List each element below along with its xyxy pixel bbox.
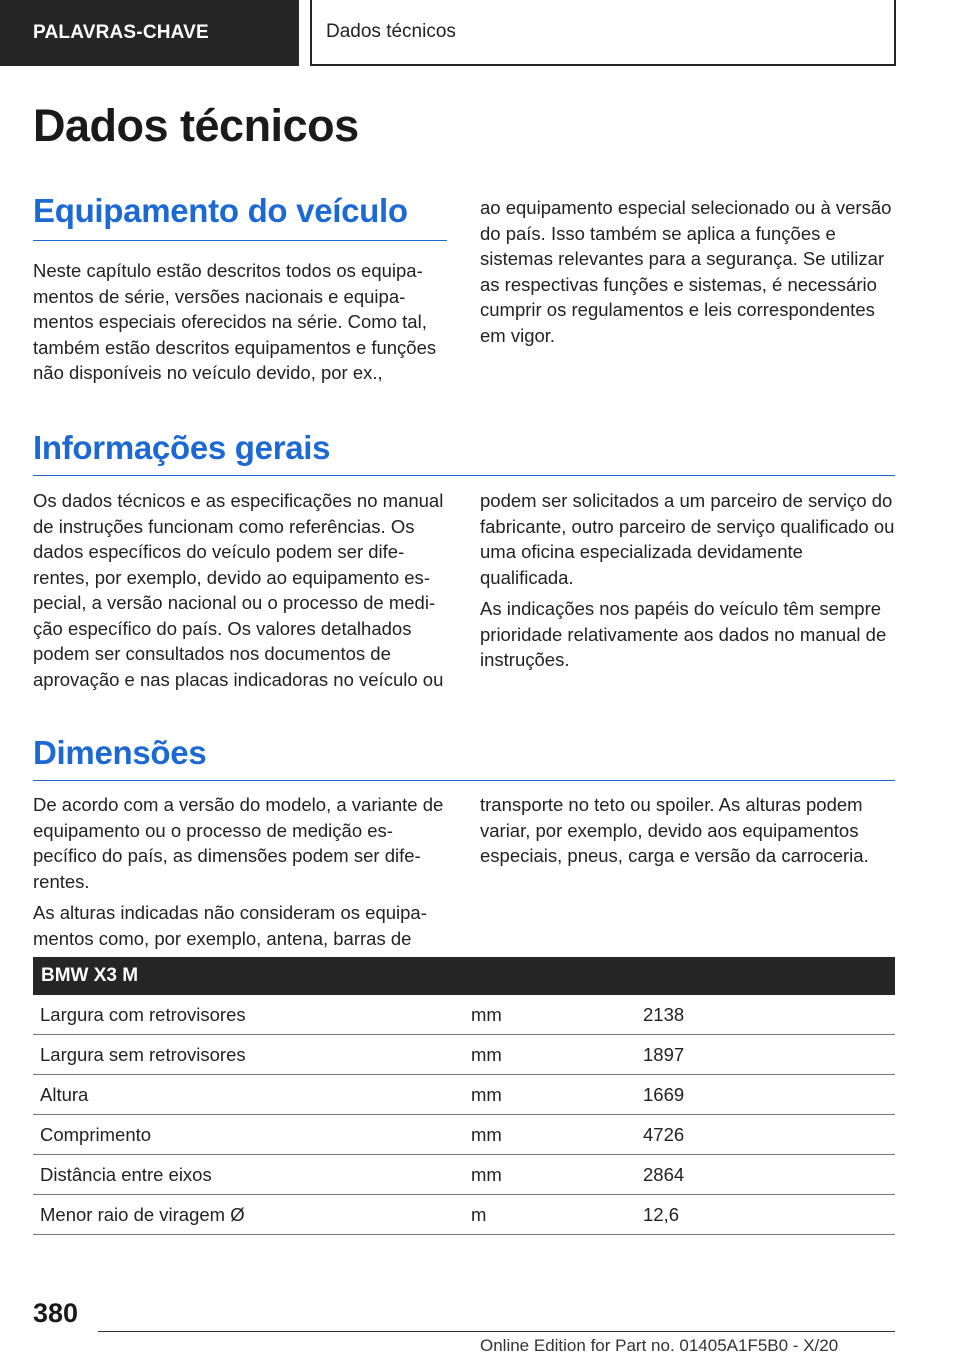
table-row (33, 1035, 895, 1075)
row-value: 1897 (643, 1044, 685, 1065)
dimensions-col2-text: transporte no teto ou spoiler. As alturas podem variar, por exemplo, devido aos equipamentos especiais, pneus, carga e versão da carroceria. (480, 794, 869, 866)
table-row (33, 1155, 895, 1195)
row-label: Largura sem retrovisores (40, 1044, 246, 1065)
row-unit: mm (471, 1124, 502, 1145)
current-section-tab[interactable]: Dados técnicos (310, 0, 896, 66)
general-col1-text: Os dados técnicos e as especificações no manual de instruções funcionam como referências. Os dados específicos do veículo podem ser diferentes, por exemplo, devido ao equipamento especial, a versão nacional ou o processo de medição específico do país. Os valores detalhados podem ser consultados nos documentos de aprovação e nas placas indicadoras no veículo ou (33, 490, 444, 690)
row-unit: m (471, 1204, 487, 1225)
row-unit: mm (471, 1004, 502, 1025)
equipment-col1 (33, 258, 449, 386)
page-title: Dados técnicos (33, 100, 359, 151)
row-value: 2864 (643, 1164, 685, 1185)
equipment-col2-text: ao equipamento especial selecionado ou à versão do país. Isso também se aplica a funções e sistemas relevantes para a segurança. Se utilizar as respectivas funções e sistemas, é necessário cumprir os regulamentos e leis correspondentes em vigor. (480, 197, 892, 346)
row-label: Comprimento (40, 1124, 152, 1145)
equipment-col1-text: Neste capítulo estão descritos todos os equipamentos de série, versões nacionais e equipamentos especiais oferecidos na série. Como tal, também estão descritos equipamentos e funções não disponíveis no veículo devido, por ex., (33, 260, 437, 383)
row-label: Menor raio de viragem Ø (40, 1204, 245, 1225)
table-row (33, 1115, 895, 1155)
row-label: Largura com retrovisores (40, 1004, 246, 1025)
dimensions-col1-p1: De acordo com a versão do modelo, a variante de equipamento ou o processo de medição específico do país, as dimensões podem ser diferentes. (33, 794, 444, 892)
general-col2-p1: podem ser solicitados a um parceiro de serviço do fabricante, outro parceiro de serviço qualificado ou uma oficina especializada devidamente qualificada. (480, 490, 895, 588)
dimensions-col2 (480, 792, 896, 869)
row-value: 12,6 (643, 1204, 680, 1225)
row-label: Distância entre eixos (40, 1164, 212, 1185)
equipment-section-header (33, 192, 447, 241)
row-value: 2138 (643, 1004, 685, 1025)
dimensions-title-rule (33, 780, 895, 781)
dimensions-col1-p2: As alturas indicadas não consideram os equipamentos como, por exemplo, antena, barras de (33, 902, 427, 949)
general-section-header (33, 429, 895, 476)
dimensions-title: Dimensões (33, 734, 207, 771)
table-row (33, 1075, 895, 1115)
row-value: 4726 (643, 1124, 685, 1145)
general-col2 (480, 488, 896, 673)
general-title: Informações gerais (33, 429, 331, 466)
table-row (33, 1195, 895, 1235)
dimensions-col1 (33, 792, 449, 951)
footer-edition: Online Edition for Part no. 01405A1F5B0 - X/20 (480, 1336, 839, 1355)
keywords-tab[interactable]: PALAVRAS-CHAVE (0, 0, 299, 66)
footer-rule (98, 1331, 895, 1332)
table-header: BMW X3 M (33, 957, 895, 995)
general-col2-p2: As indicações nos papéis do veículo têm sempre prioridade relativamente aos dados no manual de instruções. (480, 598, 887, 670)
equipment-col2 (480, 195, 896, 348)
dimensions-section-header (33, 734, 895, 781)
equipment-title-rule (33, 240, 447, 241)
row-value: 1669 (643, 1084, 685, 1105)
page-number: 380 (33, 1298, 79, 1328)
general-col1 (33, 488, 449, 692)
equipment-title: Equipamento do veículo (33, 192, 408, 229)
row-label: Altura (40, 1084, 89, 1105)
row-unit: mm (471, 1164, 502, 1185)
table-row (33, 995, 895, 1035)
row-unit: mm (471, 1084, 502, 1105)
top-bar (0, 0, 960, 66)
row-unit: mm (471, 1044, 502, 1065)
dimensions-table (33, 957, 895, 1235)
general-title-rule (33, 475, 895, 476)
